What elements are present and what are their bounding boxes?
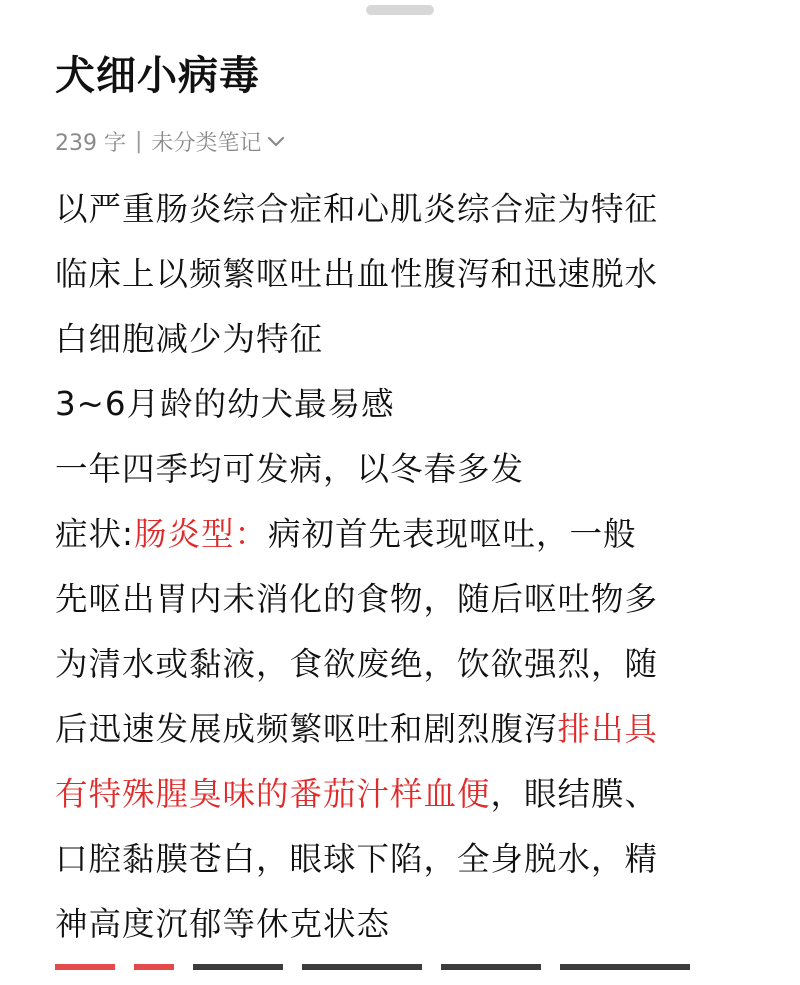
category-label: 未分类笔记 [151, 130, 262, 156]
body-text: ，眼结膜、 [490, 775, 659, 813]
note-title[interactable]: 犬细小病毒 [55, 53, 260, 99]
next-line-cutoff [55, 955, 745, 985]
cutoff-fragment [55, 964, 115, 970]
note-meta-bar [55, 124, 288, 158]
body-line: 白细胞减少为特征 [55, 320, 324, 358]
body-line: 为清水或黏液，食欲废绝，饮欲强烈，随 [55, 645, 659, 683]
body-line: 临床上以频繁呕吐出血性腹泻和迅速脱水 [55, 255, 659, 293]
highlight-bloody-stool-cont: 有特殊腥臭味的番茄汁样血便 [55, 775, 491, 813]
cutoff-fragment [193, 964, 283, 970]
body-text: 病初首先表现呕吐，一般 [267, 515, 637, 553]
highlight-enteritis-type: 肠炎型： [133, 515, 268, 553]
sheet-drag-handle[interactable] [366, 5, 434, 15]
category-selector[interactable] [151, 126, 288, 157]
cutoff-fragment [302, 964, 422, 970]
body-line [55, 697, 745, 762]
body-line: 一年四季均可发病，以冬春多发 [55, 450, 525, 488]
symptom-label: 症状: [55, 515, 134, 553]
highlight-bloody-stool: 排出具 [557, 710, 659, 748]
cutoff-fragment [441, 964, 541, 970]
chevron-down-icon [264, 129, 288, 153]
word-count: 239 字 [55, 130, 126, 156]
cutoff-fragment [134, 964, 174, 970]
body-line [55, 762, 745, 827]
body-line: 神高度沉郁等休克状态 [55, 905, 391, 943]
body-line: 以严重肠炎综合症和心肌炎综合症为特征 [55, 190, 659, 228]
meta-separator: | [135, 128, 143, 154]
body-line: 先呕出胃内未消化的食物，随后呕吐物多 [55, 580, 659, 618]
body-line: 口腔黏膜苍白，眼球下陷，全身脱水，精 [55, 840, 659, 878]
body-line: 3~6月龄的幼犬最易感 [55, 385, 395, 423]
body-text: 后迅速发展成频繁呕吐和剧烈腹泻 [55, 710, 558, 748]
cutoff-fragment [560, 964, 690, 970]
note-body[interactable] [55, 177, 745, 957]
body-line [55, 502, 745, 567]
